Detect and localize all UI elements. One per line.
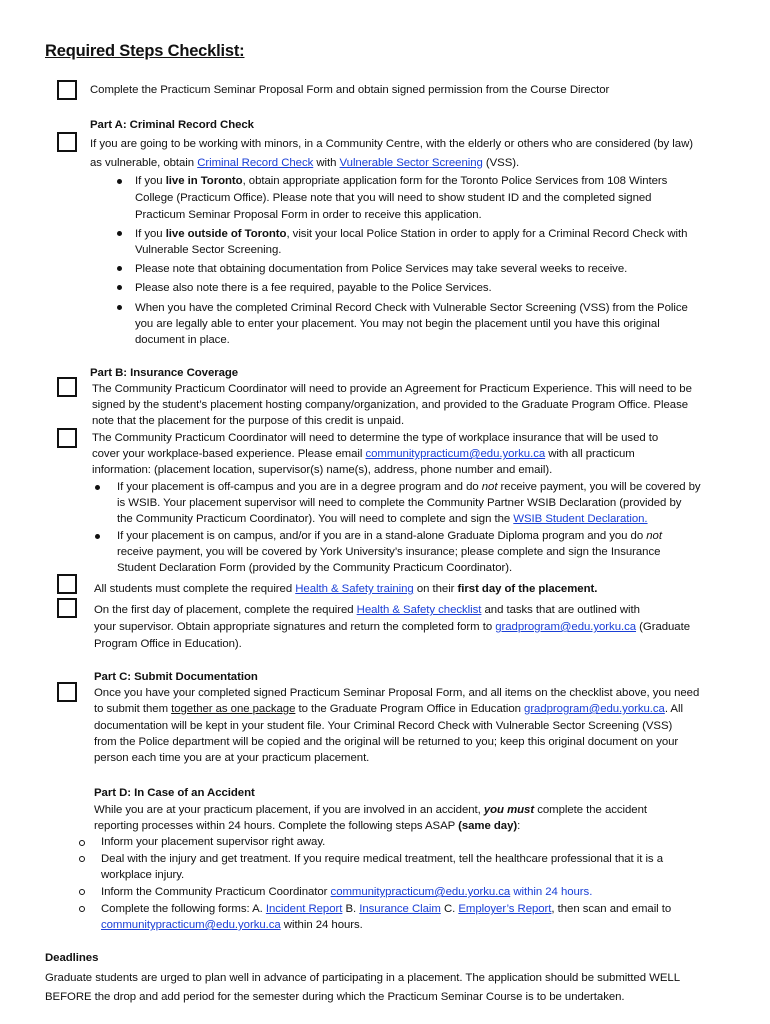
text: , obtain appropriate application form for the Toronto Police Services from 108 Winters [242,175,668,187]
text: to the Graduate Program Office in Education [295,703,525,715]
text: Complete the following forms: A. [101,903,266,915]
text: (VSS). [482,157,520,169]
part-b-bullet1-line2: is WSIB. Your placement supervisor will need to complete the Community Partner WSIB Declaration (provided by [117,497,682,509]
deadlines-line2: BEFORE the drop and add period for the semester during which the Practicum Seminar Course is to be undertaken. [45,991,625,1003]
text-bold: live in Toronto [165,175,243,187]
part-b-para2-line1: The Community Practicum Coordinator will need to determine the type of workplace insurance that will be used to [92,432,659,444]
text-bold: (same day) [458,820,518,832]
text: (Graduate [636,621,690,633]
step-checkbox-safety-training[interactable] [57,574,77,594]
part-a-bullet5-line1: When you have the completed Criminal Record Check with Vulnerable Sector Screening (VSS) from the Police [135,302,688,314]
part-c-line1: Once you have your completed signed Practicum Seminar Proposal Form, and all items on the checklist above, you need [94,687,700,699]
text-underlined: together as one package [171,703,296,715]
text: complete the accident [534,804,647,816]
text: receive payment, you will be covered by [497,481,701,493]
page-title: Required Steps Checklist: [45,42,245,60]
circle-bullet [79,840,85,846]
vulnerable-sector-screening-link[interactable]: Vulnerable Sector Screening [339,157,483,169]
part-a-bullet5-line3: document in place. [135,334,230,346]
part-b-bullet2-line2: receive payment, you will be covered by York University’s insurance; please complete and sign the Insurance [117,546,661,558]
text-italic: not [481,481,498,493]
text: . All [664,703,683,715]
part-d-step1: Inform your placement supervisor right away. [101,836,326,848]
bullet [117,285,122,290]
part-b-bullet2-line1 [117,529,662,543]
text: to submit them [94,703,172,715]
circle-bullet [79,906,85,912]
part-a-bullet5-line2: you are legally able to enter your placement. You may not begin the placement until you have this original [135,318,660,330]
text: If your placement is off-campus and you are in a degree program and do [117,481,482,493]
gradprogram-email-link[interactable]: gradprogram@edu.yorku.ca [495,621,637,633]
part-c-line4: from the Police department will be copied and the original will be returned to you; keep this original document on your [94,736,679,748]
part-c-line2 [94,702,683,716]
bullet [117,266,122,271]
text: within 24 hours. [280,919,363,931]
part-d-step2-line1: Deal with the injury and get treatment. If you require medical treatment, tell the healthcare professional that it is a [101,853,663,865]
part-d-heading: Part D: In Case of an Accident [94,787,255,799]
text: If you [135,228,166,240]
bullet [95,534,100,539]
text: , then scan and email to [551,903,672,915]
text: Inform the Community Practicum Coordinator [101,886,331,898]
part-d-step4-line2 [101,918,363,932]
step-checkbox-agreement[interactable] [57,377,77,397]
step-proposal-text: Complete the Practicum Seminar Proposal Form and obtain signed permission from the Course Director [90,84,610,96]
bullet [117,231,122,236]
part-b-para1-line2: signed by the student’s placement hosting company/organization, and provided to the Graduate Program Office. Please [92,399,689,411]
text: , visit your local Police Station in order to apply for a Criminal Record Check with [286,228,688,240]
text: on their [413,583,458,595]
text: reporting processes within 24 hours. Complete the following steps ASAP [94,820,459,832]
part-a-bullet1-line1 [135,174,667,188]
text: B. [342,903,360,915]
part-a-bullet2-line2: Vulnerable Sector Screening. [135,244,282,256]
text: as vulnerable, obtain [90,157,198,169]
text: the Community Practicum Coordinator). You will need to complete and sign the [117,513,514,525]
safety-line2 [94,603,640,617]
step-checkbox-insurance[interactable] [57,428,77,448]
text-italic: not [646,530,662,542]
text-blue: within 24 hours. [510,886,593,898]
community-practicum-email-link[interactable]: communitypracticum@edu.yorku.ca [101,919,281,931]
circle-bullet [79,889,85,895]
part-c-line5: person each time you are at your practicum placement. [94,752,370,764]
part-b-heading: Part B: Insurance Coverage [90,367,239,379]
part-c-heading: Part C: Submit Documentation [94,671,258,683]
step-checkbox-criminal-record[interactable] [57,132,77,152]
part-a-bullet2-line1 [135,227,687,241]
safety-line1 [94,582,597,596]
text: with [313,157,340,169]
text: with all practicum [545,448,635,460]
part-a-intro-line1: If you are going to be working with minors, in a Community Centre, with the elderly or others who are considered (by law) [90,138,693,150]
health-safety-checklist-link[interactable]: Health & Safety checklist [356,604,482,616]
text: If you [135,175,166,187]
safety-line4: Program Office in Education). [94,638,242,650]
part-b-bullet2-line3: Student Declaration Form (provided by the Community Practicum Coordinator). [117,562,513,574]
bullet [117,179,122,184]
part-d-step3 [101,885,592,899]
part-b-bullet1-line1 [117,480,701,494]
part-a-bullet1-line2: College (Practicum Office). Please note that you will need to show student ID and the completed signed [135,192,652,204]
part-d-step2-line2: workplace injury. [101,869,185,881]
deadlines-heading: Deadlines [45,952,99,964]
bullet [117,305,122,310]
circle-bullet [79,856,85,862]
part-c-line3: documentation will be kept in your student file. Your Criminal Record Check with Vulnerable Sector Screening (VSS) [94,720,673,732]
part-b-para2-line3: information: (placement location, supervisor(s) name(s), address, phone number and email). [92,464,553,476]
insurance-claim-link[interactable]: Insurance Claim [359,903,441,915]
deadlines-line1: Graduate students are urged to plan well in advance of participating in a placement. The application should be submitted WELL [45,972,680,984]
part-b-para1-line1: The Community Practicum Coordinator will need to provide an Agreement for Practicum Experience. This will need to be [92,383,692,395]
text-bold-italic: you must [483,804,535,816]
criminal-record-check-link[interactable]: Criminal Record Check [197,157,314,169]
text: All students must complete the required [94,583,296,595]
part-b-para2-line2 [92,447,635,461]
bullet [95,485,100,490]
health-safety-training-link[interactable]: Health & Safety training [295,583,414,595]
text: : [517,820,521,832]
text-bold: first day of the placement. [457,583,598,595]
text-bold: live outside of Toronto [165,228,287,240]
step-checkbox-safety-checklist[interactable] [57,598,77,618]
part-a-bullet4: Please also note there is a fee required, payable to the Police Services. [135,282,492,294]
part-a-intro-line2 [90,156,519,170]
text: On the first day of placement, complete the required [94,604,357,616]
part-d-line1 [94,803,647,817]
incident-report-link[interactable]: Incident Report [265,903,343,915]
text: C. [440,903,459,915]
part-a-heading: Part A: Criminal Record Check [90,119,254,131]
text: If your placement is on campus, and/or if you are in a stand-alone Graduate Diploma program and you do [117,530,647,542]
part-b-para1-line3: note that the placement for the purpose of this credit is unpaid. [92,415,405,427]
step-checkbox-submit-documentation[interactable] [57,682,77,702]
community-practicum-email-link[interactable]: communitypracticum@edu.yorku.ca [330,886,511,898]
text: cover your workplace-based experience. Please email [92,448,366,460]
text: and tasks that are outlined with [481,604,640,616]
text: While you are at your practicum placement, if you are involved in an accident, [94,804,484,816]
text: your supervisor. Obtain appropriate signatures and return the completed form to [94,621,496,633]
gradprogram-email-link[interactable]: gradprogram@edu.yorku.ca [524,703,665,715]
wsib-student-declaration-link[interactable]: WSIB Student Declaration. [513,513,648,525]
employers-report-link[interactable]: Employer’s Report [458,903,552,915]
part-a-bullet1-line3: Practicum Seminar Proposal Form in order to receive this application. [135,209,482,221]
step-checkbox-proposal[interactable] [57,80,77,100]
community-practicum-email-link[interactable]: communitypracticum@edu.yorku.ca [365,448,546,460]
part-d-line2 [94,819,520,833]
safety-line3 [94,620,690,634]
part-a-bullet3: Please note that obtaining documentation from Police Services may take several weeks to receive. [135,263,628,275]
part-d-step4-line1 [101,902,671,916]
part-b-bullet1-line3 [117,512,648,526]
